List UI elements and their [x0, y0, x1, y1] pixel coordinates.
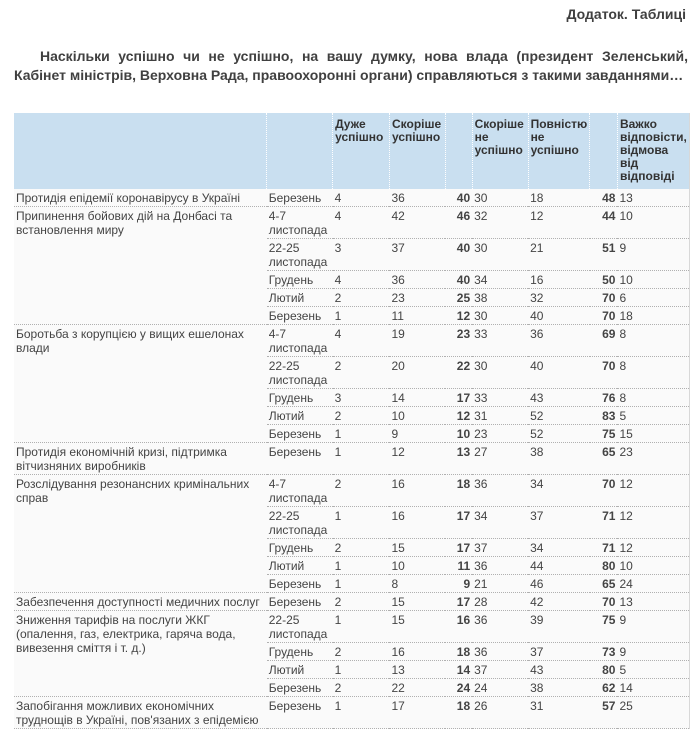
rather-unsuccessful-cell: 30	[472, 239, 528, 271]
period-cell: 4-7 листопада	[267, 207, 333, 239]
table-row	[14, 207, 690, 239]
very-successful-cell: 2	[333, 407, 390, 425]
period-cell: Грудень	[267, 389, 333, 407]
task-cell: Протидія епідемії коронавірусу в Україні	[14, 189, 267, 207]
header-period	[267, 113, 333, 189]
sum-fail-cell: 70	[590, 475, 618, 507]
hard-to-say-cell: 10	[617, 557, 689, 575]
period-cell: Лютий	[267, 557, 333, 575]
task-cell: Припинення бойових дій на Донбасі та встановлення миру	[14, 207, 267, 325]
sum-fail-cell: 70	[590, 307, 618, 325]
sum-success-cell: 40	[445, 271, 472, 289]
rather-successful-cell: 36	[389, 189, 445, 207]
period-cell: 22-25 листопада	[267, 357, 333, 389]
survey-question: Наскільки успішно чи не успішно, на вашу думку, нова влада (президент Зеленський, Кабінет міністрів, Верховна Рада, правоохоронні органи) справляються з такими завданнями…	[14, 48, 688, 83]
hard-to-say-cell: 9	[617, 239, 689, 271]
rather-successful-cell: 23	[389, 289, 445, 307]
period-cell: Лютий	[267, 407, 333, 425]
sum-fail-cell: 75	[590, 425, 618, 443]
fully-unsuccessful-cell: 46	[528, 575, 590, 593]
very-successful-cell: 2	[333, 289, 390, 307]
fully-unsuccessful-cell: 16	[528, 271, 590, 289]
rather-unsuccessful-cell: 21	[472, 575, 528, 593]
very-successful-cell: 1	[333, 425, 390, 443]
fully-unsuccessful-cell: 37	[528, 643, 590, 661]
rather-unsuccessful-cell: 34	[472, 271, 528, 289]
rather-successful-cell: 15	[389, 593, 445, 611]
header-sum-success	[445, 113, 472, 189]
rather-successful-cell: 11	[389, 307, 445, 325]
rather-successful-cell: 16	[389, 643, 445, 661]
task-cell: Запобігання можливих економічних труднощів в Україні, пов'язаних з епідемією	[14, 697, 267, 729]
sum-success-cell: 40	[445, 239, 472, 271]
very-successful-cell: 2	[333, 539, 390, 557]
hard-to-say-cell: 25	[617, 697, 689, 729]
period-cell: Лютий	[267, 661, 333, 679]
sum-fail-cell: 83	[590, 407, 618, 425]
rather-unsuccessful-cell: 26	[472, 697, 528, 729]
sum-fail-cell: 57	[590, 697, 618, 729]
header-task	[14, 113, 267, 189]
very-successful-cell: 1	[333, 507, 390, 539]
sum-success-cell: 17	[445, 507, 472, 539]
sum-fail-cell: 51	[590, 239, 618, 271]
rather-unsuccessful-cell: 34	[472, 507, 528, 539]
sum-success-cell: 18	[445, 475, 472, 507]
fully-unsuccessful-cell: 42	[528, 593, 590, 611]
period-cell: Березень	[267, 593, 333, 611]
very-successful-cell: 4	[333, 207, 390, 239]
fully-unsuccessful-cell: 37	[528, 507, 590, 539]
sum-fail-cell: 70	[590, 593, 618, 611]
very-successful-cell: 3	[333, 239, 390, 271]
very-successful-cell: 1	[333, 443, 390, 475]
period-cell: Березень	[267, 575, 333, 593]
rather-successful-cell: 36	[389, 271, 445, 289]
period-cell: Березень	[267, 443, 333, 475]
period-cell: Грудень	[267, 539, 333, 557]
sum-fail-cell: 76	[590, 389, 618, 407]
rather-unsuccessful-cell: 23	[472, 425, 528, 443]
rather-unsuccessful-cell: 36	[472, 643, 528, 661]
table-body	[14, 189, 690, 729]
hard-to-say-cell: 18	[617, 307, 689, 325]
period-cell: Лютий	[267, 289, 333, 307]
period-cell: Грудень	[267, 271, 333, 289]
sum-success-cell: 22	[445, 357, 472, 389]
fully-unsuccessful-cell: 39	[528, 611, 590, 643]
fully-unsuccessful-cell: 40	[528, 307, 590, 325]
rather-unsuccessful-cell: 36	[472, 557, 528, 575]
rather-successful-cell: 15	[389, 539, 445, 557]
rather-successful-cell: 10	[389, 407, 445, 425]
rather-unsuccessful-cell: 33	[472, 389, 528, 407]
fully-unsuccessful-cell: 43	[528, 389, 590, 407]
sum-success-cell: 18	[445, 697, 472, 729]
rather-unsuccessful-cell: 30	[472, 189, 528, 207]
table-row	[14, 443, 690, 475]
sum-success-cell: 12	[445, 307, 472, 325]
hard-to-say-cell: 13	[617, 593, 689, 611]
sum-fail-cell: 73	[590, 643, 618, 661]
very-successful-cell: 4	[333, 189, 390, 207]
fully-unsuccessful-cell: 21	[528, 239, 590, 271]
rather-successful-cell: 9	[389, 425, 445, 443]
task-cell: Забезпечення доступності медичних послуг	[14, 593, 267, 611]
period-cell: Березень	[267, 425, 333, 443]
sum-success-cell: 12	[445, 407, 472, 425]
rather-unsuccessful-cell: 31	[472, 407, 528, 425]
sum-fail-cell: 75	[590, 611, 618, 643]
hard-to-say-cell: 5	[617, 407, 689, 425]
very-successful-cell: 4	[333, 271, 390, 289]
task-cell: Розслідування резонансних кримінальних справ	[14, 475, 267, 593]
table-row	[14, 325, 690, 357]
sum-fail-cell: 71	[590, 507, 618, 539]
rather-unsuccessful-cell: 32	[472, 207, 528, 239]
hard-to-say-cell: 10	[617, 207, 689, 239]
hard-to-say-cell: 24	[617, 575, 689, 593]
fully-unsuccessful-cell: 38	[528, 679, 590, 697]
sum-fail-cell: 69	[590, 325, 618, 357]
task-cell: Зниження тарифів на послуги ЖКГ (опалення, газ, електрика, гаряча вода, вивезення сміття і т. д.)	[14, 611, 267, 697]
rather-successful-cell: 19	[389, 325, 445, 357]
hard-to-say-cell: 10	[617, 271, 689, 289]
table-header-row	[14, 113, 690, 189]
sum-fail-cell: 65	[590, 575, 618, 593]
fully-unsuccessful-cell: 36	[528, 325, 590, 357]
fully-unsuccessful-cell: 31	[528, 697, 590, 729]
fully-unsuccessful-cell: 52	[528, 407, 590, 425]
rather-successful-cell: 37	[389, 239, 445, 271]
sum-fail-cell: 80	[590, 557, 618, 575]
sum-success-cell: 18	[445, 643, 472, 661]
sum-success-cell: 14	[445, 661, 472, 679]
hard-to-say-cell: 5	[617, 661, 689, 679]
fully-unsuccessful-cell: 52	[528, 425, 590, 443]
very-successful-cell: 1	[333, 307, 390, 325]
sum-success-cell: 11	[445, 557, 472, 575]
sum-success-cell: 16	[445, 611, 472, 643]
rather-unsuccessful-cell: 37	[472, 661, 528, 679]
rather-successful-cell: 16	[389, 507, 445, 539]
table-row	[14, 593, 690, 611]
header-rather-successful: Скоріше успішно	[389, 113, 445, 189]
hard-to-say-cell: 8	[617, 357, 689, 389]
period-cell: Березень	[267, 679, 333, 697]
header-rather-unsuccessful: Скоріше не успішно	[472, 113, 528, 189]
rather-unsuccessful-cell: 30	[472, 357, 528, 389]
task-cell: Боротьба з корупцією у вищих ешелонах влади	[14, 325, 267, 443]
period-cell: Березень	[267, 697, 333, 729]
fully-unsuccessful-cell: 43	[528, 661, 590, 679]
fully-unsuccessful-cell: 44	[528, 557, 590, 575]
fully-unsuccessful-cell: 32	[528, 289, 590, 307]
sum-fail-cell: 80	[590, 661, 618, 679]
hard-to-say-cell: 9	[617, 611, 689, 643]
period-cell: Березень	[267, 307, 333, 325]
rather-unsuccessful-cell: 36	[472, 611, 528, 643]
rather-unsuccessful-cell: 28	[472, 593, 528, 611]
header-sum-fail	[590, 113, 618, 189]
period-cell: 4-7 листопада	[267, 475, 333, 507]
table-row	[14, 189, 690, 207]
hard-to-say-cell: 12	[617, 507, 689, 539]
rather-unsuccessful-cell: 33	[472, 325, 528, 357]
hard-to-say-cell: 23	[617, 443, 689, 475]
sum-fail-cell: 62	[590, 679, 618, 697]
rather-successful-cell: 10	[389, 557, 445, 575]
fully-unsuccessful-cell: 38	[528, 443, 590, 475]
hard-to-say-cell: 8	[617, 325, 689, 357]
fully-unsuccessful-cell: 34	[528, 539, 590, 557]
rather-successful-cell: 14	[389, 389, 445, 407]
very-successful-cell: 1	[333, 661, 390, 679]
rather-unsuccessful-cell: 36	[472, 475, 528, 507]
task-cell: Протидія економічній кризі, підтримка вітчизняних виробників	[14, 443, 267, 475]
very-successful-cell: 2	[333, 475, 390, 507]
sum-success-cell: 17	[445, 593, 472, 611]
sum-fail-cell: 71	[590, 539, 618, 557]
very-successful-cell: 3	[333, 389, 390, 407]
fully-unsuccessful-cell: 34	[528, 475, 590, 507]
table-row	[14, 697, 690, 729]
very-successful-cell: 2	[333, 643, 390, 661]
rather-successful-cell: 13	[389, 661, 445, 679]
fully-unsuccessful-cell: 40	[528, 357, 590, 389]
sum-fail-cell: 65	[590, 443, 618, 475]
hard-to-say-cell: 15	[617, 425, 689, 443]
very-successful-cell: 2	[333, 357, 390, 389]
sum-success-cell: 13	[445, 443, 472, 475]
hard-to-say-cell: 13	[617, 189, 689, 207]
sum-fail-cell: 44	[590, 207, 618, 239]
period-cell: Грудень	[267, 643, 333, 661]
fully-unsuccessful-cell: 18	[528, 189, 590, 207]
rather-successful-cell: 42	[389, 207, 445, 239]
header-hard-to-say: Важко відповісти, відмова від відповіді	[617, 113, 689, 189]
very-successful-cell: 2	[333, 679, 390, 697]
very-successful-cell: 2	[333, 593, 390, 611]
rather-successful-cell: 12	[389, 443, 445, 475]
very-successful-cell: 1	[333, 557, 390, 575]
sum-success-cell: 17	[445, 389, 472, 407]
period-cell: 22-25 листопада	[267, 239, 333, 271]
hard-to-say-cell: 8	[617, 389, 689, 407]
rather-successful-cell: 17	[389, 697, 445, 729]
period-cell: 22-25 листопада	[267, 507, 333, 539]
rather-unsuccessful-cell: 30	[472, 307, 528, 325]
sum-fail-cell: 70	[590, 289, 618, 307]
hard-to-say-cell: 6	[617, 289, 689, 307]
header-fully-unsuccessful: Повністю не успішно	[528, 113, 590, 189]
period-cell: 4-7 листопада	[267, 325, 333, 357]
period-cell: 22-25 листопада	[267, 611, 333, 643]
sum-success-cell: 25	[445, 289, 472, 307]
appendix-title: Додаток. Таблиці	[566, 6, 686, 22]
very-successful-cell: 1	[333, 611, 390, 643]
rather-unsuccessful-cell: 38	[472, 289, 528, 307]
very-successful-cell: 4	[333, 325, 390, 357]
hard-to-say-cell: 14	[617, 679, 689, 697]
hard-to-say-cell: 12	[617, 539, 689, 557]
rather-unsuccessful-cell: 37	[472, 539, 528, 557]
sum-success-cell: 46	[445, 207, 472, 239]
rather-unsuccessful-cell: 27	[472, 443, 528, 475]
period-cell: Березень	[267, 189, 333, 207]
survey-results-table	[14, 113, 690, 729]
rather-successful-cell: 8	[389, 575, 445, 593]
sum-fail-cell: 50	[590, 271, 618, 289]
very-successful-cell: 1	[333, 575, 390, 593]
rather-successful-cell: 15	[389, 611, 445, 643]
sum-success-cell: 40	[445, 189, 472, 207]
sum-fail-cell: 48	[590, 189, 618, 207]
sum-success-cell: 24	[445, 679, 472, 697]
table-row	[14, 611, 690, 643]
very-successful-cell: 1	[333, 697, 390, 729]
rather-successful-cell: 16	[389, 475, 445, 507]
header-very-successful: Дуже успішно	[333, 113, 390, 189]
rather-successful-cell: 22	[389, 679, 445, 697]
fully-unsuccessful-cell: 12	[528, 207, 590, 239]
sum-success-cell: 9	[445, 575, 472, 593]
sum-success-cell: 23	[445, 325, 472, 357]
hard-to-say-cell: 9	[617, 643, 689, 661]
hard-to-say-cell: 12	[617, 475, 689, 507]
sum-fail-cell: 70	[590, 357, 618, 389]
table-row	[14, 475, 690, 507]
rather-unsuccessful-cell: 24	[472, 679, 528, 697]
sum-success-cell: 17	[445, 539, 472, 557]
rather-successful-cell: 20	[389, 357, 445, 389]
sum-success-cell: 10	[445, 425, 472, 443]
